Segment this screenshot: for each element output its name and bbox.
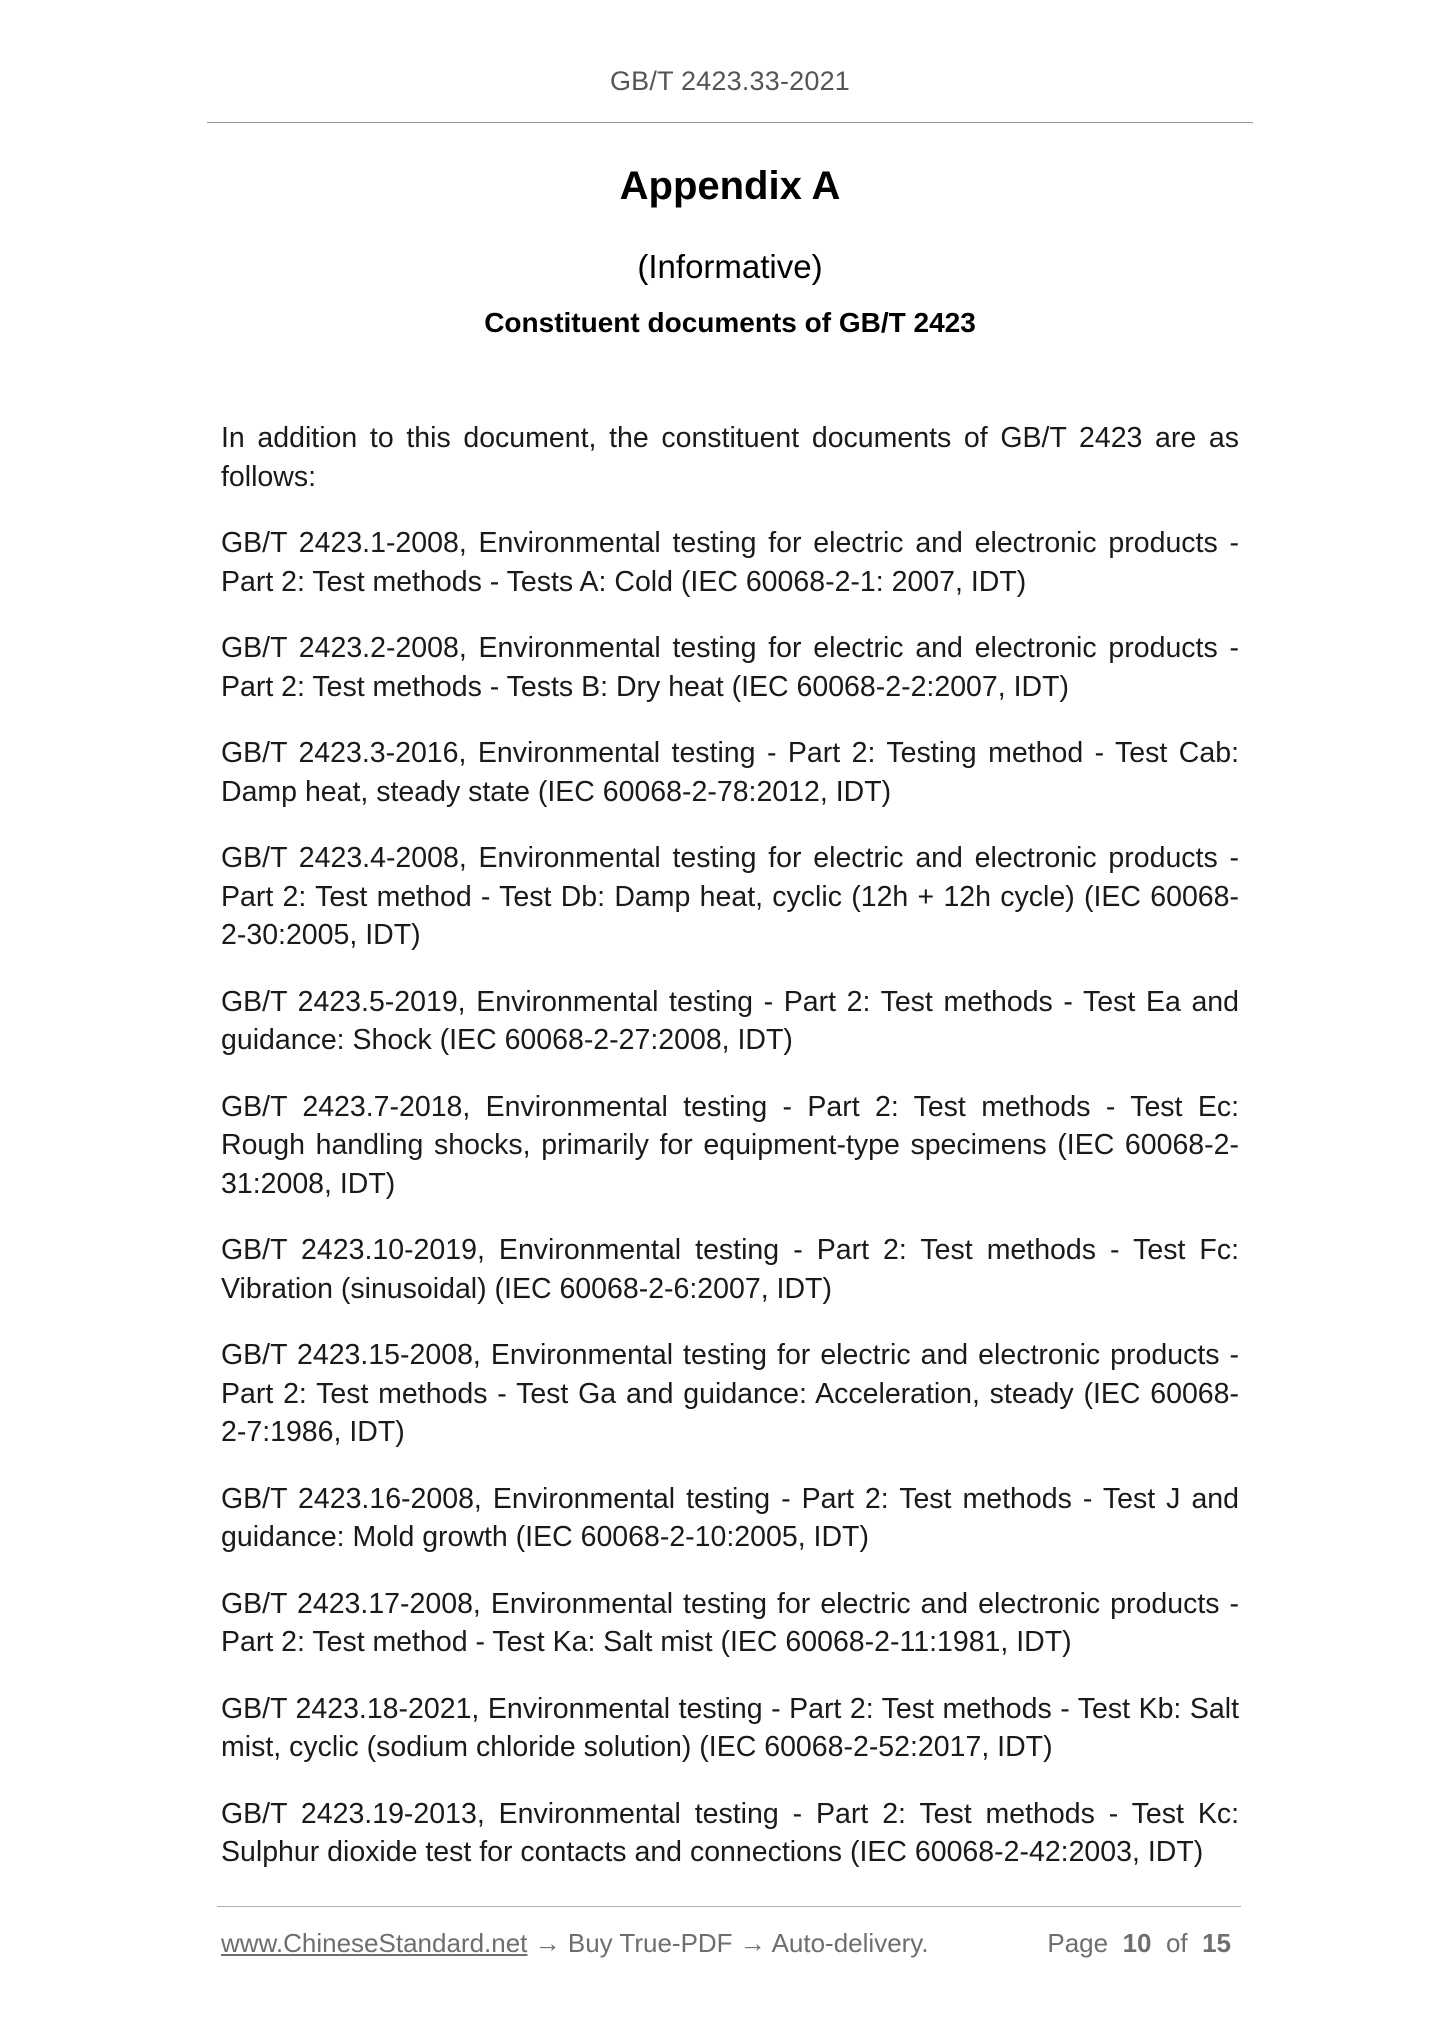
page-total: 15 xyxy=(1202,1928,1231,1958)
appendix-heading: Constituent documents of GB/T 2423 xyxy=(484,307,976,338)
running-header: GB/T 2423.33-2021 xyxy=(609,66,851,96)
document-entry: GB/T 2423.19-2013, Environmental testing - Part 2: Test methods - Test Kc: Sulphur dioxide test for contacts and connections (IEC 60068-2-42:2003, IDT) xyxy=(221,1797,1239,1868)
appendix-title: Appendix A xyxy=(619,164,841,208)
page-label: Page xyxy=(1047,1928,1109,1958)
document-entry: GB/T 2423.7-2018, Environmental testing - Part 2: Test methods - Test Ec: Rough handling shocks, primarily for equipment-type specimens (IEC 60068-2-31:2008, IDT) xyxy=(221,1090,1239,1200)
appendix-type: (Informative) xyxy=(637,248,823,285)
document-entry: GB/T 2423.1-2008, Environmental testing for electric and electronic products - Part 2: Test methods - Tests A: Cold (IEC 60068-2-1: 2007, IDT) xyxy=(221,527,1239,598)
document-entry: GB/T 2423.3-2016, Environmental testing - Part 2: Testing method - Test Cab: Damp heat, steady state (IEC 60068-2-78:2012, IDT) xyxy=(221,737,1239,808)
document-entry: GB/T 2423.18-2021, Environmental testing - Part 2: Test methods - Test Kb: Salt mist, cyclic (sodium chloride solution) (IEC 60068-2-52:2017, IDT) xyxy=(221,1692,1239,1763)
page-footer xyxy=(221,1928,1231,1959)
document-entry: GB/T 2423.16-2008, Environmental testing - Part 2: Test methods - Test J and guidance: Mold growth (IEC 60068-2-10:2005, IDT) xyxy=(221,1482,1239,1553)
document-entry: GB/T 2423.17-2008, Environmental testing for electric and electronic products - Part 2: Test method - Test Ka: Salt mist (IEC 60068-2-11:1981, IDT) xyxy=(221,1587,1239,1658)
page-of: of xyxy=(1165,1928,1188,1958)
footer-promo: → Buy True-PDF → Auto-delivery. xyxy=(527,1928,929,1958)
document-entry: GB/T 2423.15-2008, Environmental testing for electric and electronic products - Part 2: Test methods - Test Ga and guidance: Acceleration, steady (IEC 60068-2-7:1986, IDT) xyxy=(221,1339,1239,1448)
document-entry: GB/T 2423.4-2008, Environmental testing for electric and electronic products - Part 2: Test method - Test Db: Damp heat, cyclic (12h + 12h cycle) (IEC 60068-2-30:2005, IDT) xyxy=(221,842,1239,951)
intro-paragraph: In addition to this document, the constituent documents of GB/T 2423 are as follows: xyxy=(221,422,1239,493)
site-link[interactable]: www.ChineseStandard.net xyxy=(221,1928,528,1958)
page-indicator xyxy=(1047,1928,1231,1959)
page-current: 10 xyxy=(1122,1928,1152,1958)
footer-divider xyxy=(217,1906,1241,1907)
document-entry: GB/T 2423.10-2019, Environmental testing - Part 2: Test methods - Test Fc: Vibration (sinusoidal) (IEC 60068-2-6:2007, IDT) xyxy=(221,1234,1239,1305)
appendix-body xyxy=(221,419,1239,1900)
header-divider xyxy=(207,122,1253,123)
document-entry: GB/T 2423.2-2008, Environmental testing for electric and electronic products - Part 2: Test methods - Tests B: Dry heat (IEC 60068-2-2:2007, IDT) xyxy=(221,632,1239,703)
document-entry: GB/T 2423.5-2019, Environmental testing - Part 2: Test methods - Test Ea and guidance: Shock (IEC 60068-2-27:2008, IDT) xyxy=(221,985,1239,1056)
